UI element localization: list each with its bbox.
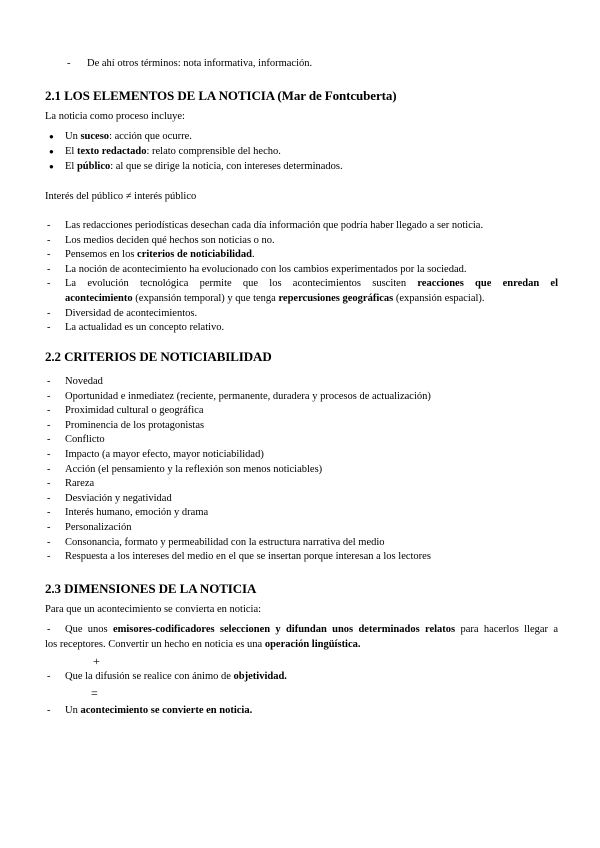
list-dash: -: [47, 405, 51, 416]
section-heading-2-3: 2.3 DIMENSIONES DE LA NOTICIA: [45, 581, 257, 596]
list-item: El texto redactado: relato comprensible del hecho.: [65, 146, 281, 157]
list-dash: -: [47, 376, 51, 387]
plus-sign: +: [93, 654, 100, 668]
criteria-item: Novedad: [65, 376, 103, 387]
list-dash: -: [47, 507, 51, 518]
list-dash: -: [47, 434, 51, 445]
list-dash: -: [47, 322, 51, 333]
list-item: Que la difusión se realice con ánimo de objetividad.: [65, 671, 287, 682]
list-dash: -: [47, 522, 51, 533]
list-dash: -: [47, 464, 51, 475]
list-item: La noción de acontecimiento ha evolucionado con los cambios experimentados por la sociedad.: [65, 264, 467, 275]
section-2-3-lead: Para que un acontecimiento se convierta en noticia:: [45, 604, 262, 615]
criteria-item: Rareza: [65, 478, 95, 489]
criteria-item: Respuesta a los intereses del medio en el que se insertan porque interesan a los lectores: [65, 551, 431, 562]
list-item: Un suceso: acción que ocurre.: [65, 131, 192, 142]
list-dash: -: [47, 278, 51, 289]
list-item: La actualidad es un concepto relativo.: [65, 322, 225, 333]
section-heading-2-1: 2.1 LOS ELEMENTOS DE LA NOTICIA (Mar de Fontcuberta): [45, 88, 397, 103]
list-dash: -: [47, 705, 51, 716]
list-dash: -: [47, 478, 51, 489]
list-dash: -: [47, 493, 51, 504]
list-item: Pensemos en los criterios de noticiabilidad.: [65, 249, 255, 260]
list-dash: -: [47, 308, 51, 319]
list-item: Un acontecimiento se convierte en noticia.: [65, 705, 253, 716]
criteria-item: Oportunidad e inmediatez (reciente, permanente, duradera y procesos de actualización): [65, 391, 431, 402]
list-item-line-2: los receptores. Convertir un hecho en noticia es una operación lingüística.: [45, 639, 361, 650]
list-item-line-2: acontecimiento (expansión temporal) y que tenga repercusiones geográficas (expansión espacial).: [65, 293, 485, 304]
list-dash: -: [47, 264, 51, 275]
criteria-item: Personalización: [65, 522, 132, 533]
list-dash: -: [47, 235, 51, 246]
criteria-item: Conflicto: [65, 434, 105, 445]
criteria-item: Desviación y negatividad: [65, 493, 172, 504]
criteria-item: Proximidad cultural o geográfica: [65, 405, 204, 416]
section-2-1-lead: La noticia como proceso incluye:: [45, 111, 185, 122]
list-dash: -: [47, 249, 51, 260]
list-dash: -: [47, 537, 51, 548]
criteria-item: Interés humano, emoción y drama: [65, 507, 209, 518]
intro-line: De ahí otros términos: nota informativa, información.: [87, 58, 313, 69]
list-dash: -: [47, 671, 51, 682]
list-dash: -: [47, 220, 51, 231]
criteria-item: Prominencia de los protagonistas: [65, 420, 205, 431]
list-dash: -: [47, 391, 51, 402]
criteria-item: Impacto (a mayor efecto, mayor noticiabilidad): [65, 449, 264, 460]
list-dash: -: [47, 420, 51, 431]
criteria-item: Consonancia, formato y permeabilidad con la estructura narrativa del medio: [65, 537, 385, 548]
list-dash: -: [67, 58, 71, 69]
list-dash: -: [47, 449, 51, 460]
list-item: Las redacciones periodísticas desechan cada día información que podría haber llegado a ser noticia.: [65, 220, 484, 231]
section-heading-2-2: 2.2 CRITERIOS DE NOTICIABILIDAD: [45, 349, 272, 364]
list-item-line-1: La evolución tecnológica permite que los acontecimientos susciten reacciones que enredan el: [65, 278, 558, 289]
equals-sign: =: [91, 686, 98, 700]
bullet-icon: ●: [49, 162, 54, 171]
list-item: El público: al que se dirige la noticia, con intereses determinados.: [65, 161, 343, 172]
list-item-line-1: Que unos emisores-codificadores seleccionen y difundan unos determinados relatos para hacerlos llegar a: [65, 624, 558, 635]
list-dash: -: [47, 624, 51, 635]
bullet-icon: ●: [49, 147, 54, 156]
list-dash: -: [47, 551, 51, 562]
bullet-icon: ●: [49, 132, 54, 141]
list-item: Los medios deciden qué hechos son noticias o no.: [65, 235, 275, 246]
interest-note: Interés del público ≠ interés público: [45, 191, 197, 202]
criteria-item: Acción (el pensamiento y la reflexión son menos noticiables): [65, 464, 323, 475]
list-item: Diversidad de acontecimientos.: [65, 308, 198, 319]
